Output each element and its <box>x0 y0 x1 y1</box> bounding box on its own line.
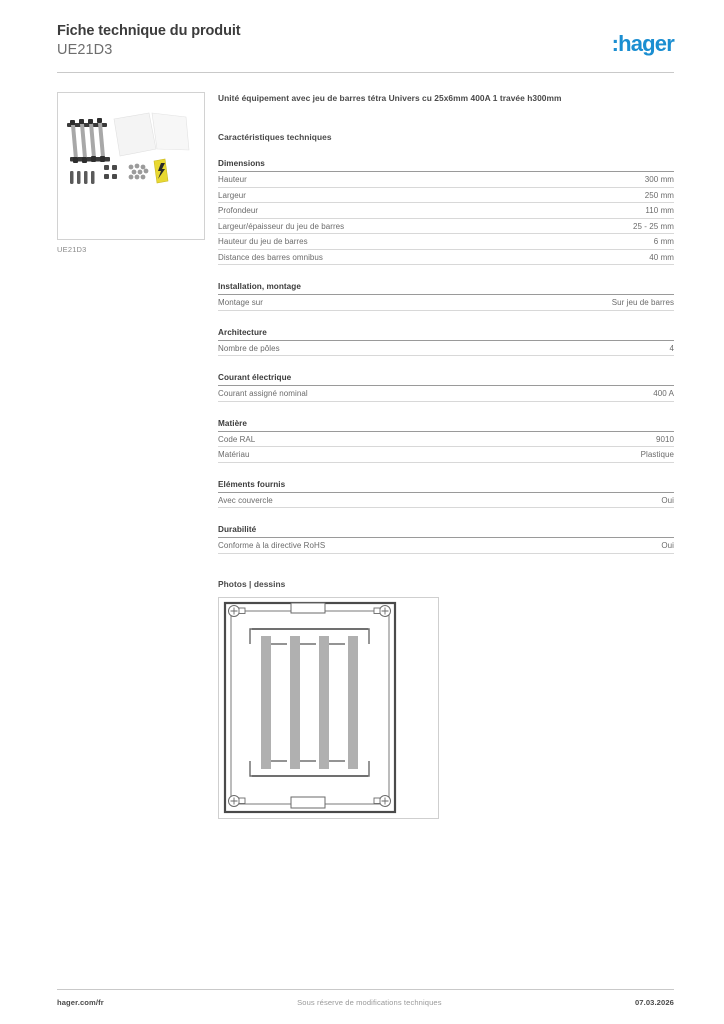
spec-label: Montage sur <box>218 298 264 307</box>
product-photo-caption: UE21D3 <box>57 245 87 254</box>
spec-row <box>218 219 674 235</box>
spec-group-title: Architecture <box>218 328 674 341</box>
spec-group <box>218 328 674 357</box>
spec-label: Distance des barres omnibus <box>218 252 323 262</box>
hager-logo: :hager <box>611 31 674 56</box>
spec-group-title: Courant électrique <box>218 373 674 386</box>
spec-value: Sur jeu de barres <box>611 298 674 307</box>
spec-value: 250 mm <box>644 190 674 200</box>
spec-value: 4 <box>669 343 674 353</box>
specs-container <box>218 159 674 554</box>
spec-group-title: Eléments fournis <box>218 480 674 493</box>
spec-label: Largeur <box>218 190 246 200</box>
spec-group-title: Durabilité <box>218 525 674 538</box>
spec-group <box>218 419 674 463</box>
spec-label: Avec couvercle <box>218 495 273 505</box>
spec-value: 9010 <box>656 434 674 444</box>
footer-disclaimer: Sous réserve de modifications techniques <box>297 998 442 1007</box>
spec-value: 40 mm <box>649 252 674 262</box>
spec-label: Largeur/épaisseur du jeu de barres <box>218 221 345 231</box>
spec-group <box>218 159 674 265</box>
page-title: Fiche technique du produit <box>57 23 241 39</box>
spec-row <box>218 386 674 402</box>
spec-label: Profondeur <box>218 206 259 215</box>
spec-row <box>218 447 674 463</box>
spec-row <box>218 188 674 204</box>
photos-heading: Photos | dessins <box>218 578 286 589</box>
spec-label: Hauteur du jeu de barres <box>218 237 308 246</box>
spec-row <box>218 172 674 188</box>
spec-row <box>218 341 674 357</box>
spec-row <box>218 493 674 509</box>
spec-row <box>218 538 674 554</box>
technical-drawing <box>218 597 439 819</box>
spec-row <box>218 203 674 219</box>
page-header <box>57 22 674 68</box>
spec-label: Nombre de pôles <box>218 343 280 353</box>
footer-website[interactable]: hager.com/fr <box>57 998 104 1007</box>
spec-row <box>218 250 674 266</box>
spec-value: 6 mm <box>653 237 674 246</box>
spec-group <box>218 525 674 554</box>
spec-row <box>218 234 674 250</box>
spec-group-title: Installation, montage <box>218 282 674 295</box>
spec-group <box>218 480 674 509</box>
spec-label: Courant assigné nominal <box>218 389 308 398</box>
product-reference: UE21D3 <box>57 42 113 58</box>
spec-label: Code RAL <box>218 434 256 444</box>
spec-value: 110 mm <box>645 206 674 215</box>
spec-group-title: Matière <box>218 419 674 432</box>
spec-row <box>218 295 674 311</box>
spec-value: Plastique <box>640 450 674 459</box>
spec-label: Conforme à la directive RoHS <box>218 541 326 550</box>
spec-value: 25 - 25 mm <box>633 221 674 231</box>
spec-label: Matériau <box>218 450 250 459</box>
spec-value: Oui <box>661 495 674 505</box>
spec-value: 400 A <box>653 389 674 398</box>
specs-heading: Caractéristiques techniques <box>218 132 332 142</box>
spec-value: 300 mm <box>644 175 674 184</box>
spec-group <box>218 373 674 402</box>
technical-drawing-image <box>219 598 438 818</box>
spec-group <box>218 282 674 311</box>
spec-row <box>218 432 674 448</box>
header-divider <box>57 72 674 73</box>
main-content <box>218 92 674 819</box>
spec-group-title: Dimensions <box>218 159 674 172</box>
spec-label: Hauteur <box>218 175 247 184</box>
product-photo-image <box>58 93 204 239</box>
footer-divider <box>57 989 674 990</box>
spec-value: Oui <box>661 541 674 550</box>
product-description: Unité équipement avec jeu de barres tétra Univers cu 25x6mm 400A 1 travée h300mm <box>218 93 562 103</box>
page-footer <box>57 998 674 1007</box>
product-photo <box>57 92 205 240</box>
footer-date: 07.03.2026 <box>634 998 674 1007</box>
